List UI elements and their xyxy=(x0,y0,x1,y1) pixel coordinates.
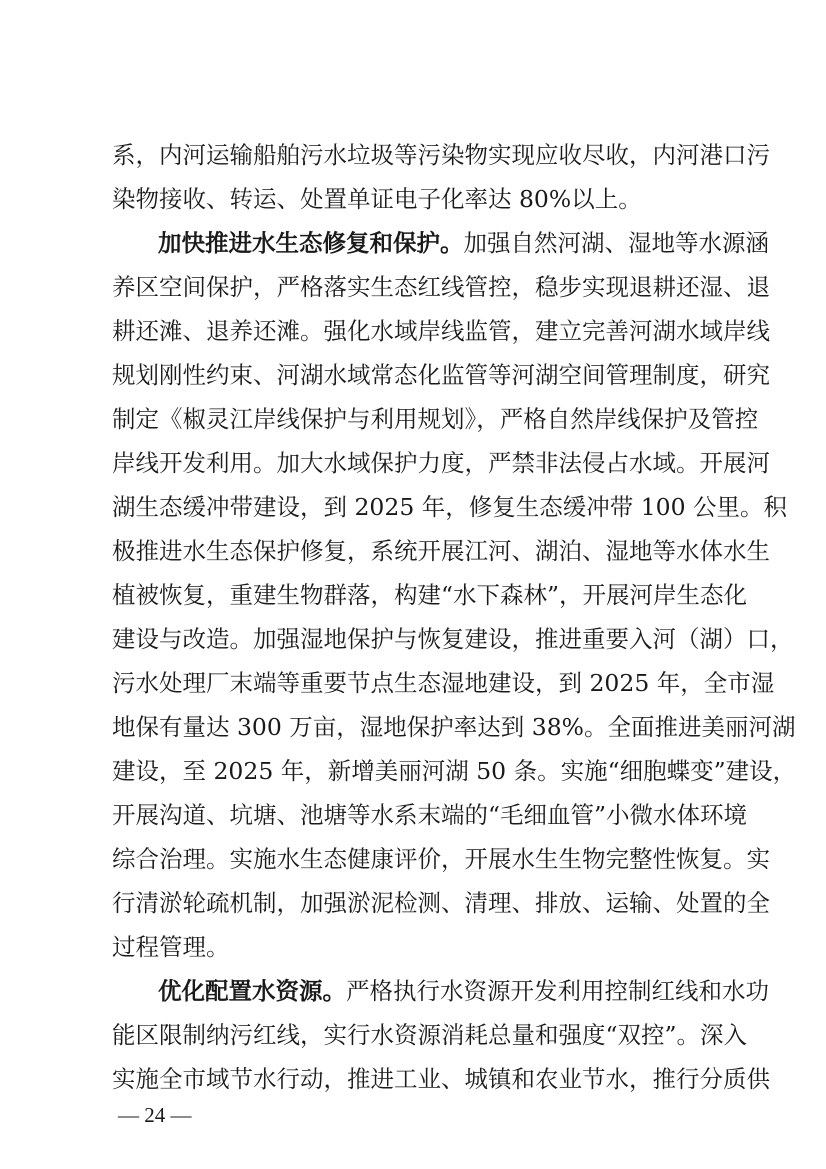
body-line: 极推进水生态保护修复，系统开展江河、湖泊、湿地等水体水生 xyxy=(112,537,770,565)
body-line: 耕还滩、退养还滩。强化水域岸线监管，建立完善河湖水域岸线 xyxy=(112,317,770,345)
body-line: 地保有量达 300 万亩，湿地保护率达到 38%。全面推进美丽河湖 xyxy=(112,713,796,741)
section-heading: 加快推进水生态修复和保护。 xyxy=(158,229,464,257)
body-line: 综合治理。实施水生态健康评价，开展水生生物完整性恢复。实 xyxy=(112,845,770,873)
body-line: 实施全市域节水行动，推进工业、城镇和农业节水，推行分质供 xyxy=(112,1065,770,1093)
body-line: 染物接收、转运、处置单证电子化率达 80%以上。 xyxy=(112,185,642,213)
section-heading: 优化配置水资源。 xyxy=(158,977,346,1005)
body-line: 制定《椒灵江岸线保护与利用规划》，严格自然岸线保护及管控 xyxy=(112,405,759,433)
page-number: — 24 — xyxy=(118,1103,192,1127)
body-line: 能区限制纳污红线，实行水资源消耗总量和强度“双控”。深入 xyxy=(112,1021,748,1049)
body-line: 建设，至 2025 年，新增美丽河湖 50 条。实施“细胞蝶变”建设， xyxy=(112,757,797,785)
body-line: 行清淤轮疏机制，加强淤泥检测、清理、排放、运输、处置的全 xyxy=(112,889,770,917)
body-line: 湖生态缓冲带建设，到 2025 年，修复生态缓冲带 100 公里。积 xyxy=(112,493,788,521)
body-text: 加强自然河湖、湿地等水源涵 xyxy=(463,229,769,257)
body-line: 岸线开发利用。加大水域保护力度，严禁非法侵占水域。开展河 xyxy=(112,449,770,477)
body-line: 开展沟道、坑塘、池塘等水系末端的“毛细血管”小微水体环境 xyxy=(112,801,748,829)
paragraph-opening-line xyxy=(158,225,769,261)
body-line: 系，内河运输船舶污水垃圾等污染物实现应收尽收，内河港口污 xyxy=(112,141,770,169)
paragraph-opening-line xyxy=(158,973,769,1009)
body-line: 建设与改造。加强湿地保护与恢复建设，推进重要入河（湖）口， xyxy=(112,625,794,653)
body-line: 养区空间保护，严格落实生态红线管控，稳步实现退耕还湿、退 xyxy=(112,273,770,301)
body-line: 规划刚性约束、河湖水域常态化监管等河湖空间管理制度，研究 xyxy=(112,361,770,389)
body-text: 严格执行水资源开发利用控制红线和水功 xyxy=(346,977,769,1005)
body-line: 过程管理。 xyxy=(112,933,230,961)
body-line: 植被恢复，重建生物群落，构建“水下森林”，开展河岸生态化 xyxy=(112,581,748,609)
body-line: 污水处理厂末端等重要节点生态湿地建设，到 2025 年，全市湿 xyxy=(112,669,775,697)
